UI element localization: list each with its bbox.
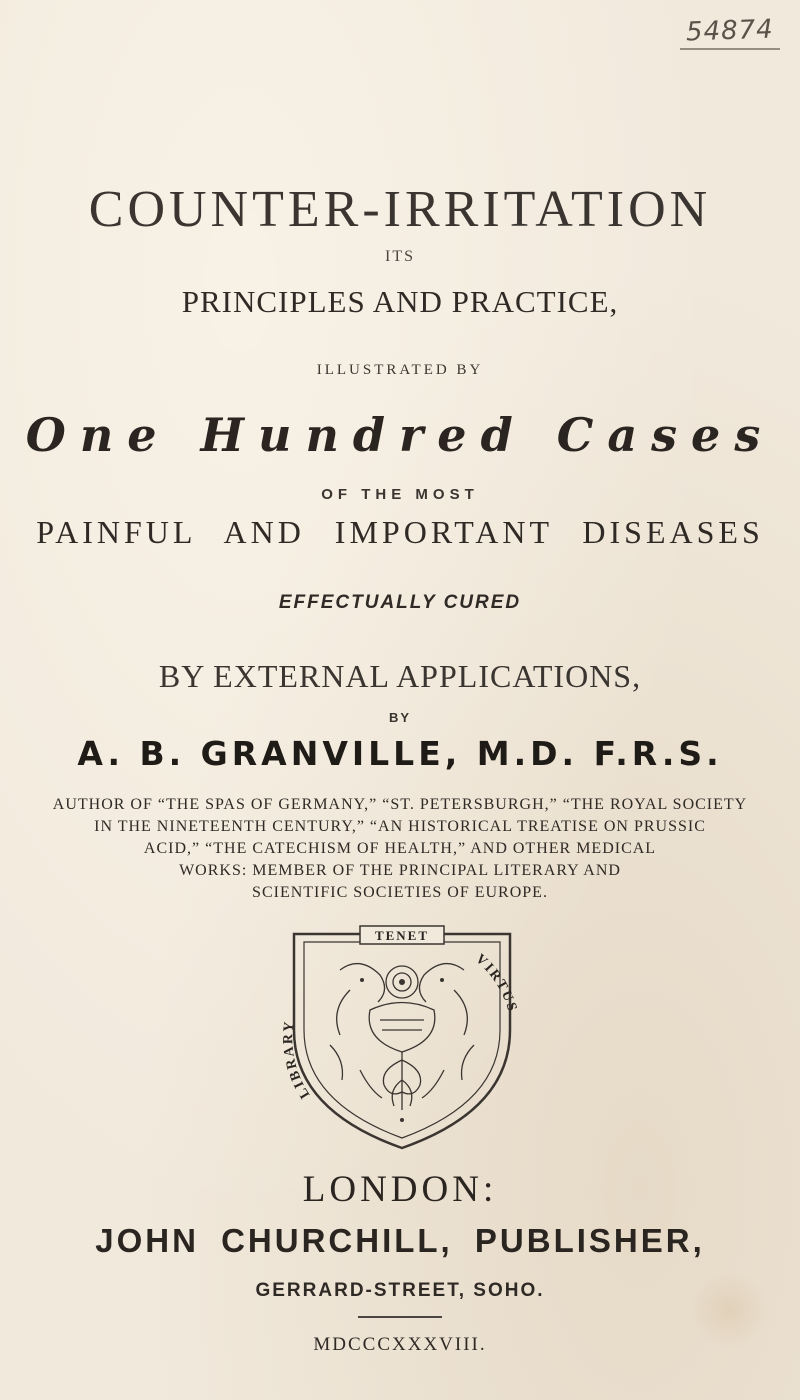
by-label: BY: [388, 710, 412, 725]
shelfmark-underline: [680, 48, 780, 50]
author-description-line: AUTHOR OF “THE SPAS OF GERMANY,” “ST. PETERSBURGH,” “THE ROYAL SOCIETY: [52, 796, 748, 813]
paper-stain: [690, 1270, 770, 1350]
emblem-ornament: [330, 964, 474, 1110]
hundred-cases-heading: One Hundred Cases: [25, 408, 775, 462]
book-title: COUNTER-IRRITATION: [88, 181, 712, 238]
author-description-line: SCIENTIFIC SOCIETIES OF EUROPE.: [252, 884, 548, 901]
emblem-top-text: TENET: [374, 928, 430, 943]
author-description-line: IN THE NINETEENTH CENTURY,” “AN HISTORICAL TREATISE ON PRUSSIC: [94, 818, 706, 835]
diseases-line: PAINFUL AND IMPORTANT DISEASES: [36, 514, 764, 550]
emblem-right-text: VIRTUS: [472, 951, 520, 1015]
effectually-cured-line: EFFECTUALLY CURED: [278, 592, 522, 613]
imprint-rule: [358, 1316, 442, 1318]
external-applications-line: BY EXTERNAL APPLICATIONS,: [158, 658, 642, 694]
illustrated-by-label: ILLUSTRATED BY: [316, 362, 484, 378]
shelfmark: 54874: [685, 14, 775, 48]
of-the-most-label: OF THE MOST: [321, 486, 479, 503]
publisher-address: GERRARD-STREET, SOHO.: [255, 1280, 545, 1301]
publisher-name: JOHN CHURCHILL, PUBLISHER,: [95, 1222, 705, 1259]
emblem-left-text: LIBRARY: [281, 1019, 314, 1101]
its-label: ITS: [385, 248, 415, 265]
author-description-line: WORKS: MEMBER OF THE PRINCIPAL LITERARY AND: [179, 862, 621, 879]
subtitle-principles: PRINCIPLES AND PRACTICE,: [181, 284, 619, 319]
author-description-line: ACID,” “THE CATECHISM OF HEALTH,” AND OTHER MEDICAL: [143, 840, 657, 857]
imprint-city: LONDON:: [302, 1169, 498, 1210]
author-name: A. B. GRANVILLE, M.D. F.R.S.: [77, 734, 723, 773]
publication-date: MDCCCXXXVIII.: [313, 1334, 487, 1355]
publisher-emblem: [270, 920, 534, 1154]
